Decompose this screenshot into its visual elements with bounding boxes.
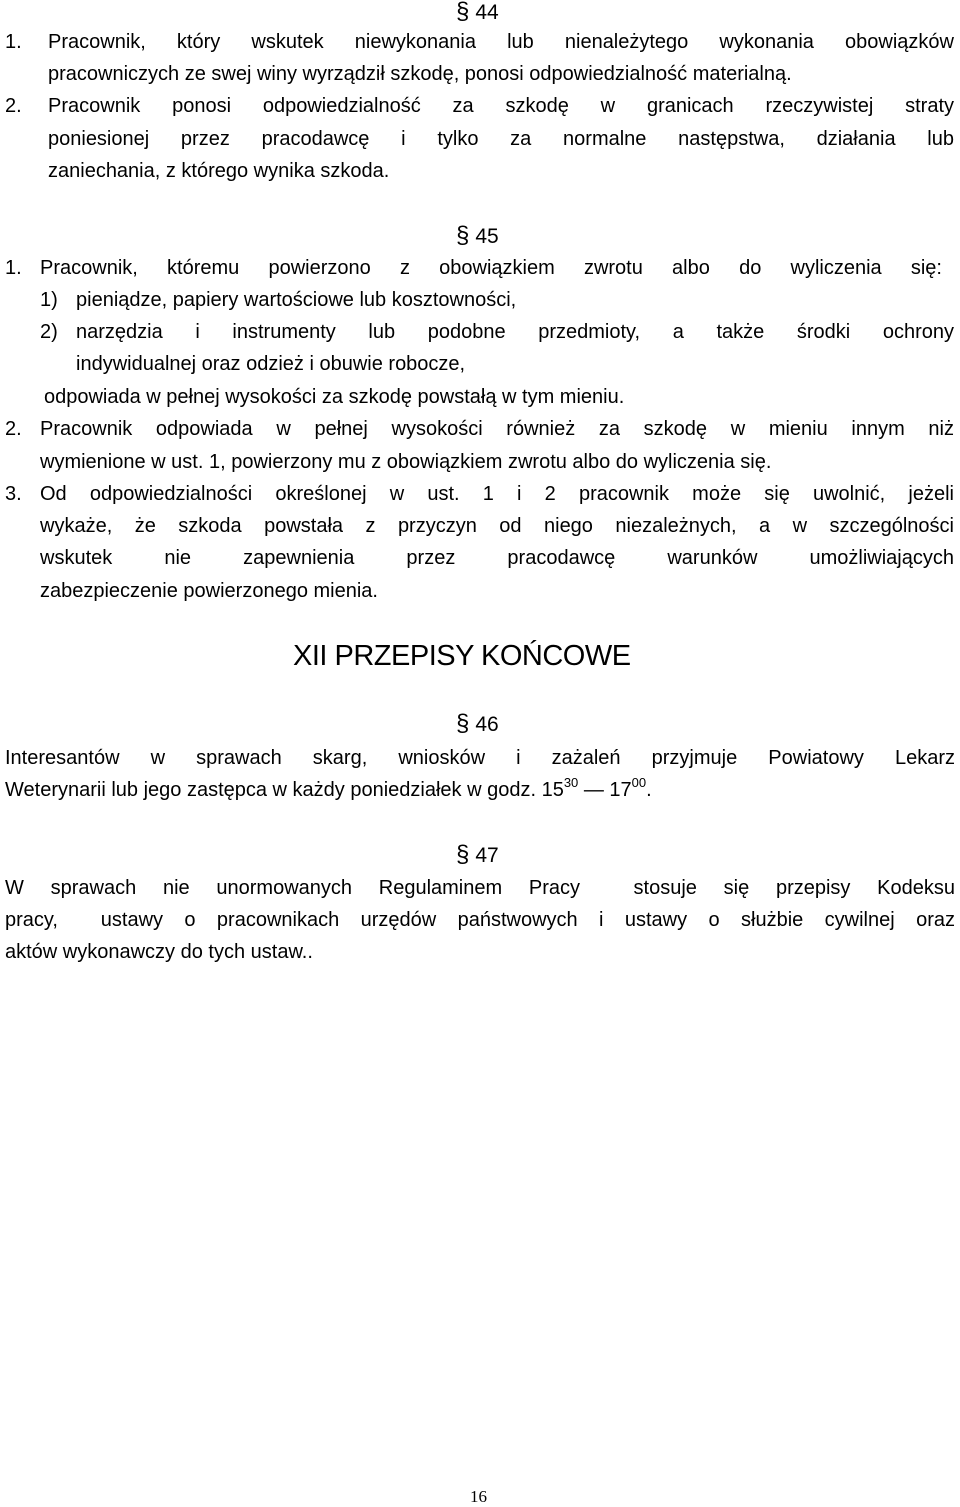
list-item-line: indywidualnej oraz odzież i obuwie robocze, [76, 353, 466, 375]
section-number: 46 [475, 713, 499, 736]
section-sign: § [456, 710, 470, 737]
list-item-number: 1) [40, 289, 58, 311]
paragraph-line: zabezpieczenie powierzonego mienia. [40, 580, 378, 602]
paragraph-line: pracowniczych ze swej winy wyrządził szkodę, ponosi odpowiedzialność materialną. [48, 63, 792, 85]
section-number: 44 [475, 1, 499, 24]
paragraph-line [5, 777, 652, 803]
paragraph-line: Pracownik ponosi odpowiedzialność za szkodę w granicach rzeczywistej straty [48, 95, 954, 117]
paragraph-line: Pracownik, któremu powierzono z obowiązkiem zwrotu albo do wyliczenia się: [40, 257, 942, 279]
section-44-heading [456, 0, 499, 26]
chapter-heading: XII PRZEPISY KOŃCOWE [293, 640, 631, 672]
office-hours-text: Weterynarii lub jego zastępca w każdy poniedziałek w godz. 15 [5, 779, 564, 801]
paragraph-line: W sprawach nie unormowanych Regulaminem Pracy stosuje się przepisy Kodeksu [5, 877, 955, 899]
paragraph-number: 2. [5, 95, 22, 117]
paragraph-line: Od odpowiedzialności określonej w ust. 1 i 2 pracownik może się uwolnić, jeżeli [40, 483, 954, 505]
list-item-line: pieniądze, papiery wartościowe lub kosztowności, [76, 289, 517, 311]
section-47-heading [456, 841, 499, 869]
section-46-heading [456, 710, 499, 738]
section-number: 47 [475, 844, 499, 867]
paragraph-line: odpowiada w pełnej wysokości za szkodę powstałą w tym mieniu. [44, 386, 625, 408]
paragraph-line: wymienione w ust. 1, powierzony mu z obowiązkiem zwrotu albo do wyliczenia się. [40, 451, 772, 473]
paragraph-line: Pracownik, który wskutek niewykonania lub nienależytego wykonania obowiązków [48, 31, 954, 53]
section-sign: § [456, 222, 470, 249]
paragraph-number: 3. [5, 483, 22, 505]
list-item-line: narzędzia i instrumenty lub podobne przedmioty, a także środki ochrony [76, 321, 954, 343]
paragraph-line: Pracownik odpowiada w pełnej wysokości również za szkodę w mieniu innym niż [40, 418, 954, 440]
paragraph-number: 1. [5, 257, 22, 279]
sentence-end: . [646, 779, 652, 801]
list-item-number: 2) [40, 321, 58, 343]
section-45-heading [456, 222, 499, 250]
section-number: 45 [475, 225, 499, 248]
paragraph-line: zaniechania, z którego wynika szkoda. [48, 160, 390, 182]
paragraph-line: wskutek nie zapewnienia przez pracodawcę warunków umożliwiających [40, 547, 954, 569]
paragraph-line: pracy, ustawy o pracownikach urzędów państwowych i ustawy o służbie cywilnej oraz [5, 909, 955, 931]
paragraph-line: poniesionej przez pracodawcę i tylko za normalne następstwa, działania lub [48, 128, 954, 150]
hours-start-minutes: 30 [563, 775, 579, 790]
paragraph-line: aktów wykonawczy do tych ustaw.. [5, 941, 313, 963]
paragraph-line: wykaże, że szkoda powstała z przyczyn od niego niezależnych, a w szczególności [40, 515, 954, 537]
section-sign: § [456, 0, 470, 25]
section-sign: § [456, 841, 470, 868]
hours-separator: — 17 [578, 779, 632, 801]
hours-end-minutes: 00 [631, 775, 647, 790]
paragraph-line: Interesantów w sprawach skarg, wniosków i zażaleń przyjmuje Powiatowy Lekarz [5, 747, 955, 769]
paragraph-number: 1. [5, 31, 22, 53]
paragraph-number: 2. [5, 418, 22, 440]
page-number: 16 [470, 1487, 487, 1506]
